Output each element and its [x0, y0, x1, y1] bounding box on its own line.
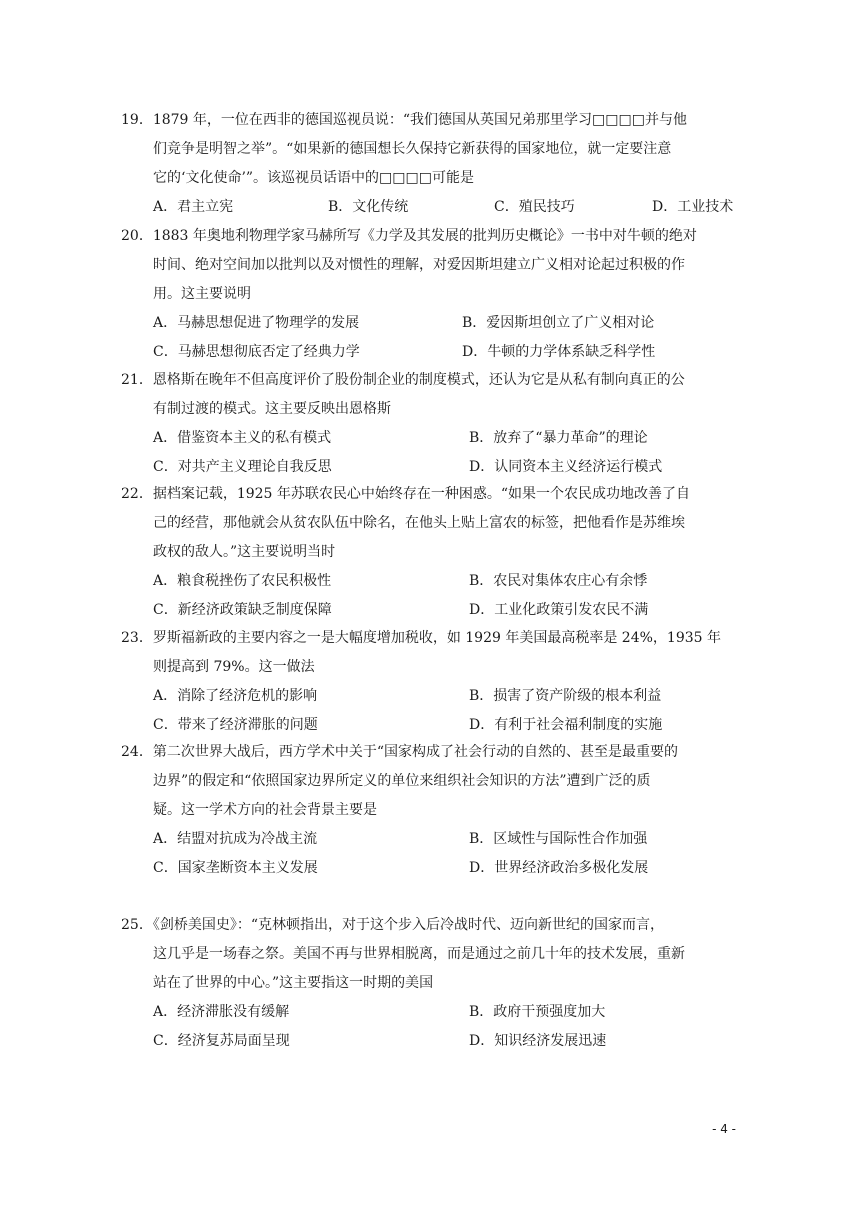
- options-row: [121, 193, 741, 222]
- options-row: [121, 424, 741, 453]
- question-text-line: 23．罗斯福新政的主要内容之一是大幅度增加税收，如 1929 年美国最高税率是 24%，1935 年: [121, 630, 721, 646]
- question-text-line: 21．恩格斯在晚年不但高度评价了股份制企业的制度模式，还认为它是从私有制向真正的公: [121, 372, 685, 388]
- question-text-line: 25．《剑桥美国史》：“克林顿指出，对于这个步入后冷战时代、迈向新世纪的国家而言，: [121, 917, 664, 933]
- options-row: [121, 309, 741, 338]
- question-text-line: 有制过渡的模式。这主要反映出恩格斯: [153, 401, 391, 417]
- options-row: [121, 453, 741, 482]
- option-d: D．有利于社会福利制度的实施: [469, 717, 663, 733]
- question-text-line: 用。这主要说明: [153, 286, 251, 302]
- option-d: D．认同资本主义经济运行模式: [469, 459, 663, 475]
- option-a: A．粮食税挫伤了农民积极性: [153, 573, 332, 589]
- question-text-line: 它的‘文化使命’”。该巡视员话语中的□□□□可能是: [153, 170, 474, 186]
- option-b: B．政府干预强度加大: [469, 1004, 606, 1020]
- option-b: B．区域性与国际性合作加强: [469, 831, 648, 847]
- option-b: B．农民对集体农庄心有余悸: [469, 573, 648, 589]
- question-text-line: 们竞争是明智之举”。“如果新的德国想长久保持它新获得的国家地位，就一定要注意: [153, 141, 672, 157]
- option-c: C．对共产主义理论自我反思: [153, 459, 332, 475]
- question-text-line: 19．1879 年，一位在西非的德国巡视员说：“我们德国从英国兄弟那里学习□□□□并与他: [121, 112, 687, 128]
- option-d: D．工业技术: [652, 199, 734, 215]
- option-d: D．工业化政策引发农民不满: [469, 602, 649, 618]
- options-row: [121, 825, 741, 854]
- option-a: A．君主立宪: [153, 199, 234, 215]
- option-a: A．经济滞胀没有缓解: [153, 1004, 290, 1020]
- question-text-line: 站在了世界的中心。”这主要指这一时期的美国: [153, 975, 434, 991]
- question-24: [121, 738, 741, 883]
- option-a: A．结盟对抗成为冷战主流: [153, 831, 318, 847]
- question-20: [121, 222, 741, 367]
- option-b: B．放弃了“暴力革命”的理论: [469, 430, 648, 446]
- option-d: D．世界经济政治多极化发展: [469, 860, 649, 876]
- option-a: A．消除了经济危机的影响: [153, 688, 318, 704]
- option-b: B．文化传统: [328, 199, 409, 215]
- option-d: D．牛顿的力学体系缺乏科学性: [462, 344, 656, 360]
- page-number: - 4 -: [712, 1122, 736, 1136]
- option-a: A．马赫思想促进了物理学的发展: [153, 315, 360, 331]
- option-c: C．带来了经济滞胀的问题: [153, 717, 318, 733]
- option-c: C．国家垄断资本主义发展: [153, 860, 318, 876]
- question-text-line: 24．第二次世界大战后，西方学术中关于“国家构成了社会行动的自然的、甚至是最重要的: [121, 744, 678, 760]
- question-text-line: 22．据档案记载，1925 年苏联农民心中始终存在一种困惑。“如果一个农民成功地改善了自: [121, 486, 691, 502]
- question-text-line: 20．1883 年奥地利物理学家马赫所写《力学及其发展的批判历史概论》一书中对牛顿的绝对: [121, 228, 697, 244]
- question-text-line: 政权的敌人。”这主要说明当时: [153, 544, 336, 560]
- options-row: [121, 338, 741, 367]
- options-row: [121, 596, 741, 625]
- option-b: B．爱因斯坦创立了广义相对论: [462, 315, 655, 331]
- options-row: [121, 711, 741, 740]
- options-row: [121, 1027, 741, 1056]
- options-row: [121, 998, 741, 1027]
- question-text-line: 这几乎是一场春之祭。美国不再与世界相脱离，而是通过之前几十年的技术发展，重新: [153, 946, 685, 962]
- option-c: C．新经济政策缺乏制度保障: [153, 602, 332, 618]
- options-row: [121, 567, 741, 596]
- question-23: [121, 624, 741, 740]
- question-21: [121, 366, 741, 482]
- question-text-line: 则提高到 79%。这一做法: [153, 659, 315, 675]
- question-text-line: 时间、绝对空间加以批判以及对惯性的理解，对爱因斯坦建立广义相对论起过积极的作: [153, 257, 685, 273]
- question-text-line: 边界”的假定和“依照国家边界所定义的单位来组织社会知识的方法”遭到广泛的质: [153, 773, 651, 789]
- options-row: [121, 854, 741, 883]
- question-text-line: 己的经营，那他就会从贫农队伍中除名，在他头上贴上富农的标签，把他看作是苏维埃: [153, 515, 685, 531]
- option-b: B．损害了资产阶级的根本利益: [469, 688, 662, 704]
- question-text-line: 疑。这一学术方向的社会背景主要是: [153, 802, 377, 818]
- option-c: C．马赫思想彻底否定了经典力学: [153, 344, 360, 360]
- option-c: C．殖民技巧: [494, 199, 575, 215]
- option-d: D．知识经济发展迅速: [469, 1033, 607, 1049]
- question-22: [121, 480, 741, 625]
- options-row: [121, 682, 741, 711]
- option-c: C．经济复苏局面呈现: [153, 1033, 290, 1049]
- option-a: A．借鉴资本主义的私有模式: [153, 430, 332, 446]
- question-25: [121, 911, 741, 1056]
- question-19: [121, 106, 741, 222]
